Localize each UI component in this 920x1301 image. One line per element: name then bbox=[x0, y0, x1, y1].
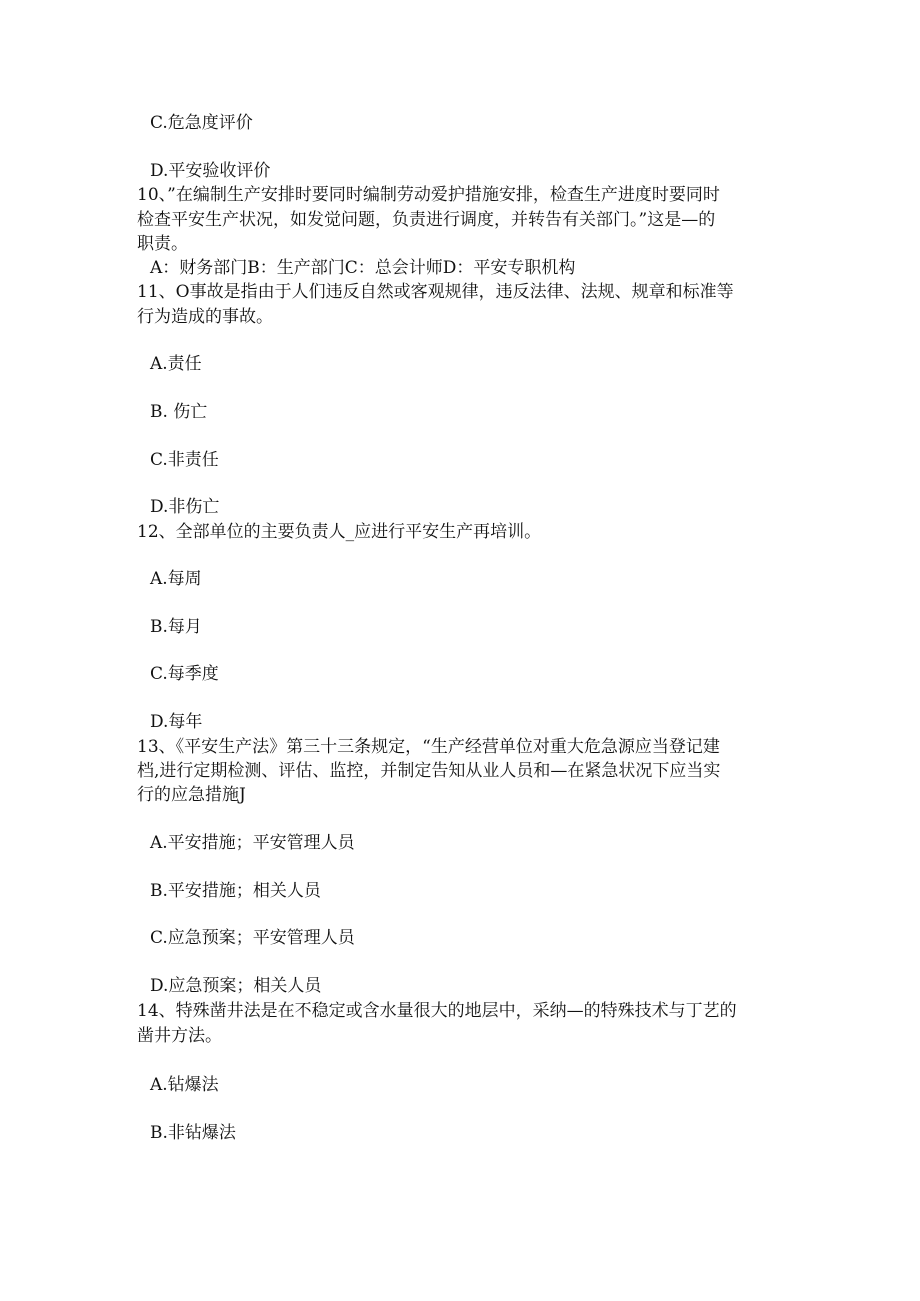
option-b-line: B.平安措施；相关人员 bbox=[150, 881, 321, 901]
option-c-line: C.非责任 bbox=[150, 450, 219, 470]
question-13-line-3: 行的应急措施J bbox=[137, 785, 246, 805]
question-12-line-1: 12、全部单位的主要负责人_应进行平安生产再培训。 bbox=[137, 522, 542, 542]
question-13-line-1: 13、《平安生产法》第三十三条规定，“生产经营单位对重大危急源应当登记建 bbox=[137, 737, 720, 757]
question-14-line-2: 凿井方法。 bbox=[137, 1026, 222, 1046]
option-b-line: B. 伤亡 bbox=[150, 402, 208, 422]
option-a-line: A.责任 bbox=[150, 354, 202, 374]
question-11-line-2: 行为造成的事故。 bbox=[137, 307, 273, 327]
question-10-line-2: 检查平安生产状况，如发觉问题，负责进行调度，并转告有关部门。”这是—的 bbox=[137, 210, 716, 230]
option-b-line: B.非钻爆法 bbox=[150, 1123, 236, 1143]
option-a-line: A.平安措施；平安管理人员 bbox=[150, 833, 355, 853]
question-10-options: A：财务部门B：生产部门C：总会计师D：平安专职机构 bbox=[150, 258, 576, 278]
option-b-line: B.每月 bbox=[150, 617, 202, 637]
question-11-line-1: 11、O事故是指由于人们违反自然或客观规律，违反法律、法规、规章和标准等 bbox=[137, 282, 734, 302]
option-c-line: C.应急预案；平安管理人员 bbox=[150, 928, 355, 948]
option-d-line: D.非伤亡 bbox=[150, 497, 220, 517]
option-d-line: D.平安验收评价 bbox=[150, 161, 271, 181]
option-c-line: C.每季度 bbox=[150, 664, 219, 684]
question-10-line-3: 职责。 bbox=[137, 234, 188, 254]
question-14-line-1: 14、特殊凿井法是在不稳定或含水量很大的地层中，采纳—的特殊技术与丁艺的 bbox=[137, 1001, 737, 1021]
option-d-line: D.应急预案；相关人员 bbox=[150, 976, 322, 996]
option-c-line: C.危急度评价 bbox=[150, 113, 253, 133]
option-d-line: D.每年 bbox=[150, 712, 203, 732]
question-10-line-1: 10、”在编制生产安排时要同时编制劳动爱护措施安排，检查生产进度时要同时 bbox=[137, 185, 720, 205]
option-a-line: A.钻爆法 bbox=[150, 1075, 219, 1095]
option-a-line: A.每周 bbox=[150, 569, 202, 589]
question-13-line-2: 档,进行定期检测、评估、监控，并制定告知从业人员和—在紧急状况下应当实 bbox=[137, 761, 721, 781]
